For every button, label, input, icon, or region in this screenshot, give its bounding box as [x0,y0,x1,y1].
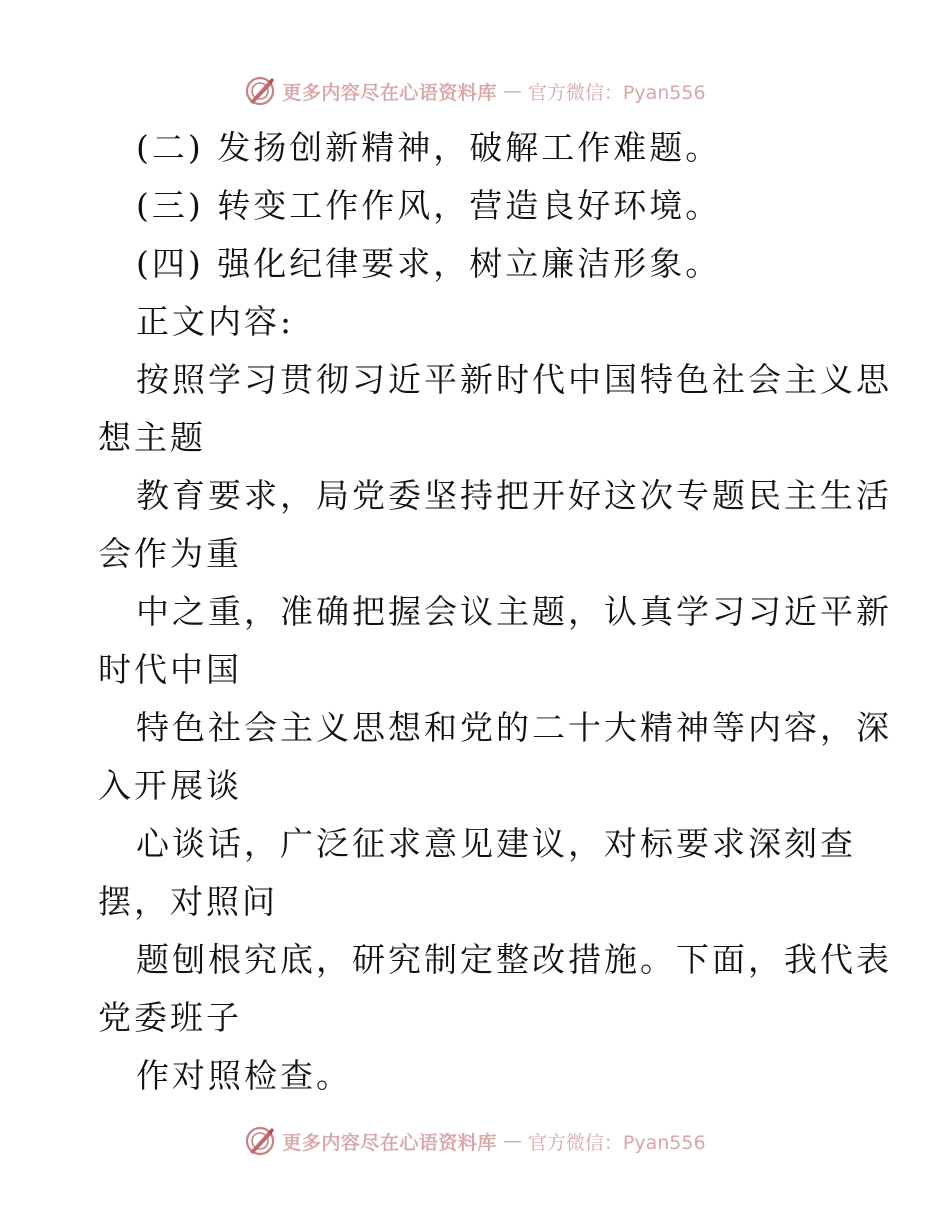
watermark-dash: — [502,80,522,102]
body-line: 特色社会主义思想和党的二十大精神等内容，深 [136,708,892,747]
watermark-brand: 更多内容尽在心语资料库 [282,81,497,104]
body-line-continuation: 时代中国 [98,650,242,689]
watermark-contact: 官方微信：Pyan556 [527,81,706,104]
heading-item-2: (二) 发扬创新精神，破解工作难题。 [136,128,722,167]
body-line-continuation: 摆，对照问 [98,882,278,921]
body-line: 按照学习贯彻习近平新时代中国特色社会主义思 [136,360,892,399]
document-body [98,119,892,1105]
body-line-continuation: 会作为重 [98,534,242,573]
watermark-contact: 官方微信：Pyan556 [527,1131,706,1154]
footer-watermark [0,1121,950,1161]
pen-logo-icon [244,75,276,107]
pen-logo-icon [244,1125,276,1157]
body-line: 教育要求，局党委坚持把开好这次专题民主生活 [136,476,892,515]
heading-item-4: (四) 强化纪律要求，树立廉洁形象。 [136,244,722,283]
header-watermark [0,71,950,111]
watermark-brand: 更多内容尽在心语资料库 [282,1131,497,1154]
body-line: 心谈话，广泛征求意见建议，对标要求深刻查 [136,824,856,863]
body-line: 题刨根究底，研究制定整改措施。下面，我代表 [136,940,892,979]
watermark-dash: — [502,1130,522,1152]
body-line-continuation: 入开展谈 [98,766,242,805]
body-line: 中之重，准确把握会议主题，认真学习习近平新 [136,592,892,631]
body-line: 作对照检查。 [136,1056,352,1095]
heading-item-3: (三) 转变工作作风，营造良好环境。 [136,186,722,225]
body-line-continuation: 想主题 [98,418,206,457]
body-line-continuation: 党委班子 [98,998,242,1037]
section-label: 正文内容: [136,302,295,341]
